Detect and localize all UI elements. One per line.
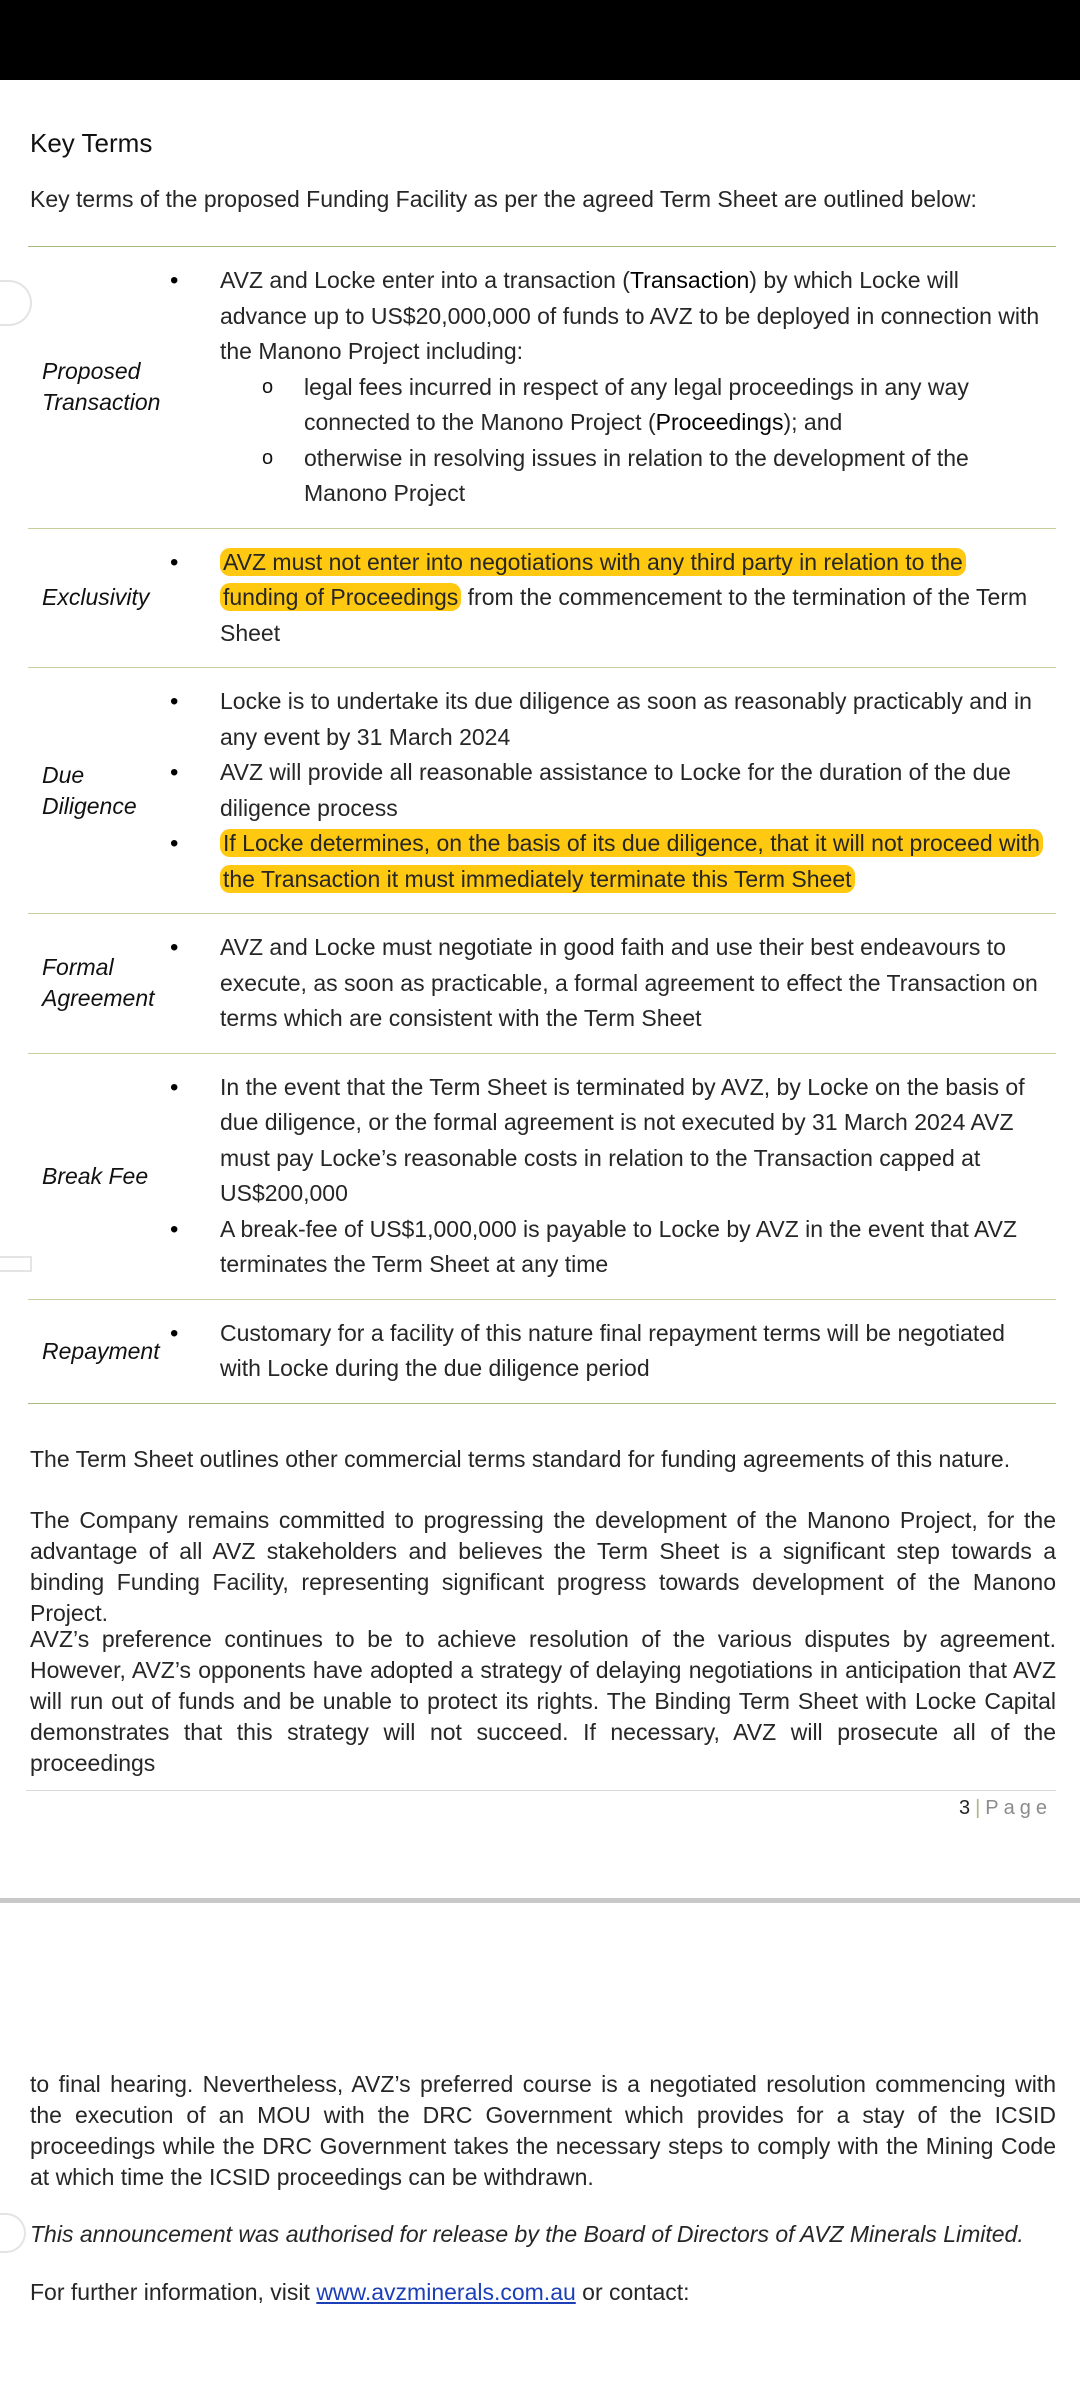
page-curl-decoration (0, 2213, 26, 2253)
term-row (28, 1300, 1056, 1404)
bullet-text: A break-fee of US$1,000,000 is payable to Locke by AVZ in the event that AVZ terminates the Term Sheet at any time (220, 1215, 1017, 1277)
key-terms-table (28, 246, 1056, 1404)
bullet-text: Locke is to undertake its due diligence as soon as reasonably practicably and in any event by 31 March 2024 (220, 688, 1032, 750)
highlighted-text: AVZ must not enter into negotiations with any third party in relation to the funding of Proceedings (220, 548, 966, 612)
body-paragraph: The Company remains committed to progressing the development of the Manono Project, for the advantage of all AVZ stakeholders and believes the Term Sheet is a significant step towards a binding Funding Facility, representing significant progress towards development of the Manono Project. (30, 1507, 1056, 1626)
term-label: Break Fee (42, 1162, 149, 1189)
term-description (168, 529, 1056, 668)
bullet-item (168, 684, 1044, 755)
defined-term: Proceedings (655, 409, 784, 435)
intro-text: Key terms of the proposed Funding Facility as per the agreed Term Sheet are outlined below: (30, 186, 977, 212)
term-description (168, 1054, 1056, 1299)
sub-bullet-item (168, 441, 1044, 512)
page-number-value: 3 (958, 1797, 972, 1819)
term-label: Repayment (42, 1337, 160, 1364)
contact-prefix: For further information, visit (30, 2279, 317, 2305)
term-label: Formal Agreement (42, 954, 155, 1012)
bullet-text: from the commencement to the termination of the Term Sheet (220, 584, 1028, 646)
page-number-label: Page (985, 1797, 1052, 1819)
term-row (28, 914, 1056, 1054)
bullet-item (168, 263, 1044, 370)
bullet-text: Customary for a facility of this nature final repayment terms will be negotiated with Locke during the due diligence period (220, 1319, 1005, 1381)
bullet-text: ) by which Locke will advance up to US$20,000,000 of funds to AVZ to be deployed in connection with the Manono Project including: (220, 267, 1040, 364)
term-description (168, 914, 1056, 1053)
page-number-separator: | (975, 1797, 982, 1819)
term-description (168, 668, 1056, 913)
authorisation-statement: This announcement was authorised for release by the Board of Directors of AVZ Minerals Limited. (30, 2221, 1024, 2247)
term-row (28, 247, 1056, 529)
bullet-text: AVZ and Locke must negotiate in good faith and use their best endeavours to execute, as soon as practicable, a formal agreement to effect the Transaction on terms which are consistent with the Term Sheet (220, 934, 1038, 1031)
bullet-item (168, 545, 1044, 652)
bullet-item (168, 1212, 1044, 1283)
page-number (959, 1797, 1052, 1820)
bullet-text: otherwise in resolving issues in relation to the development of the Manono Project (304, 444, 969, 506)
defined-term: Transaction (629, 267, 750, 293)
sub-bullet-item (168, 370, 1044, 441)
term-label: Proposed Transaction (42, 358, 161, 416)
section-heading: Key Terms (30, 128, 153, 158)
body-paragraph: AVZ’s preference continues to be to achieve resolution of the various disputes by agreement. However, AVZ’s opponents have adopted a strategy of delaying negotiations in anticipation that AVZ will run out of funds and be unable to protect its rights. The Binding Term Sheet with Locke Capital demonstrates that this strategy will not succeed. If necessary, AVZ will prosecute all of the proceedings (30, 1626, 1056, 1776)
website-link[interactable]: www.avzminerals.com.au (316, 2279, 576, 2305)
term-label: Due Diligence (42, 761, 137, 819)
document-page-3 (0, 80, 1080, 1900)
term-description (168, 247, 1056, 528)
bullet-item (168, 1070, 1044, 1212)
term-row (28, 1054, 1056, 1300)
highlighted-text: If Locke determines, on the basis of its due diligence, that it will not proceed with the Transaction it must immediately terminate this Term Sheet (220, 829, 1043, 893)
term-label: Exclusivity (42, 584, 150, 611)
term-description (168, 1300, 1056, 1403)
footer-rule (26, 1790, 1056, 1791)
bullet-text: ); and (783, 409, 843, 435)
top-status-bar (0, 0, 1080, 80)
document-page-4 (0, 1903, 1080, 2400)
body-paragraph: The Term Sheet outlines other commercial terms standard for funding agreements of this nature. (30, 1446, 1011, 1472)
contact-suffix: or contact: (575, 2279, 690, 2305)
bullet-text: legal fees incurred in respect of any legal proceedings in any way connected to the Manono Project ( (304, 373, 969, 435)
bullet-item (168, 930, 1044, 1037)
bullet-text: AVZ will provide all reasonable assistance to Locke for the duration of the due diligence process (220, 759, 1011, 821)
continuation-paragraph: to final hearing. Nevertheless, AVZ’s preferred course is a negotiated resolution commencing with the execution of an MOU with the DRC Government which provides for a stay of the ICSID proceedings while the DRC Government takes the necessary steps to comply with the Mining Code at which time the ICSID proceedings can be withdrawn. (30, 2071, 1056, 2190)
term-row (28, 529, 1056, 669)
contact-line (30, 2277, 1056, 2308)
bullet-item (168, 755, 1044, 826)
bullet-text: AVZ and Locke enter into a transaction ( (220, 267, 630, 293)
bullet-item (168, 826, 1044, 897)
bullet-item (168, 1316, 1044, 1387)
term-row (28, 668, 1056, 914)
bullet-text: In the event that the Term Sheet is terminated by AVZ, by Locke on the basis of due diligence, or the formal agreement is not executed by 31 March 2024 AVZ must pay Locke’s reasonable costs in relation to the Transaction capped at US$200,000 (220, 1073, 1025, 1206)
